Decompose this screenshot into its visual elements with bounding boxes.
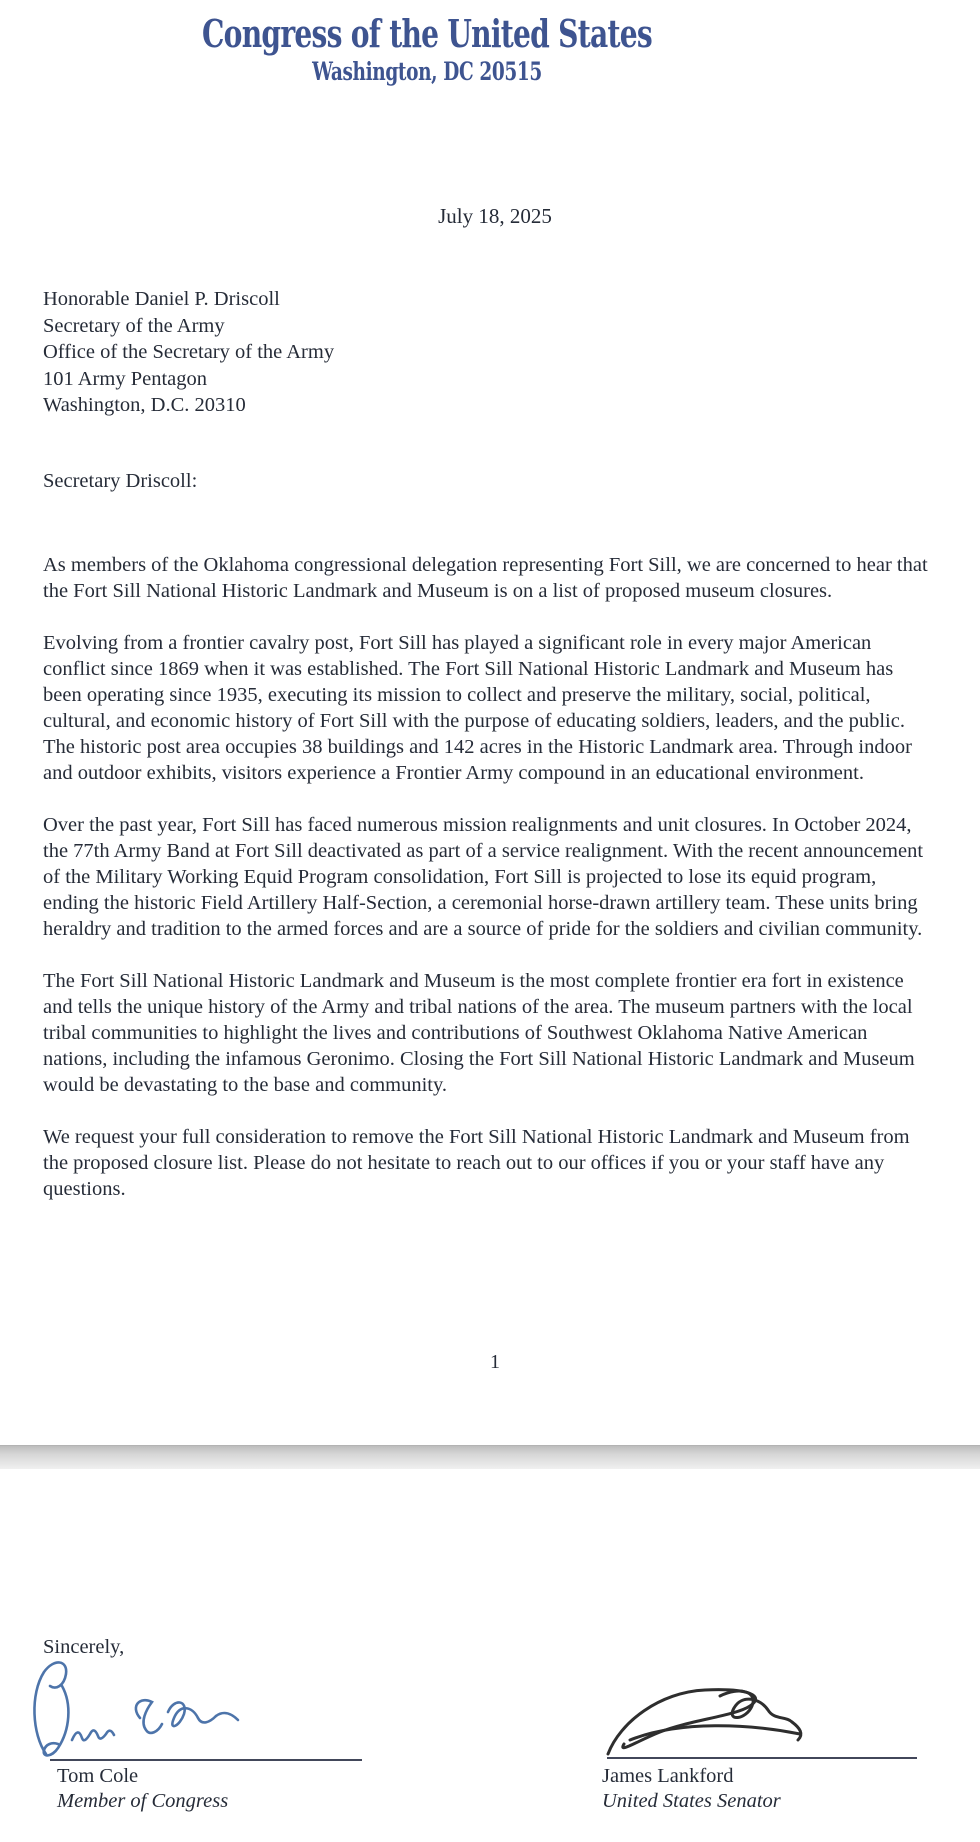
james-lankford-signature-ink xyxy=(600,1682,810,1762)
recipient-address xyxy=(43,286,334,419)
signatory-name: James Lankford xyxy=(602,1765,734,1787)
letter-date: July 18, 2025 xyxy=(438,204,552,228)
page-separator xyxy=(0,1445,980,1469)
paragraph: We request your full consideration to remove the Fort Sill National Historic Landmark and Museum from the proposed closure list. Please do not hesitate to reach out to our offices if you or your staff have any questions. xyxy=(43,1126,910,1200)
signature-line xyxy=(607,1757,917,1759)
paragraph: The Fort Sill National Historic Landmark and Museum is the most complete frontier era fort in existence and tells the unique history of the Army and tribal nations of the area. The museum partners with the local tribal communities to highlight the lives and contributions of Southwest Oklahoma Native American nations, including the infamous Geronimo. Closing the Fort Sill National Historic Landmark and Museum would be devastating to the base and community. xyxy=(43,970,915,1096)
recipient-line: Secretary of the Army xyxy=(43,314,225,337)
page-number: 1 xyxy=(490,1351,500,1373)
signature-line xyxy=(50,1759,362,1761)
letterhead-subtitle: Washington, DC 20515 xyxy=(312,57,542,86)
signatory-title: Member of Congress xyxy=(57,1790,229,1812)
signatory-name: Tom Cole xyxy=(57,1765,139,1787)
closing: Sincerely, xyxy=(43,1636,125,1658)
recipient-line: Office of the Secretary of the Army xyxy=(43,341,335,363)
paragraph: Over the past year, Fort Sill has faced numerous mission realignments and unit closures. In October 2024, the 77th Army Band at Fort Sill deactivated as part of a service realignment. With the recent announcement of the Military Working Equid Program consolidation, Fort Sill is projected to lose its equid program, ending the historic Field Artillery Half-Section, a ceremonial horse-drawn artillery team. These units bring heraldry and tradition to the armed forces and are a source of pride for the soldiers and civilian community. xyxy=(43,814,924,940)
salutation: Secretary Driscoll: xyxy=(43,470,198,492)
recipient-line: 101 Army Pentagon xyxy=(43,367,207,390)
signatory-title: United States Senator xyxy=(602,1790,781,1812)
paragraph: As members of the Oklahoma congressional delegation representing Fort Sill, we are concerned to hear that the Fort Sill National Historic Landmark and Museum is on a list of proposed museum closures. xyxy=(43,554,928,602)
letter-body xyxy=(43,552,935,1228)
tom-cole-signature-ink xyxy=(28,1656,243,1764)
letterhead-title: Congress of the United States xyxy=(202,11,652,56)
letterhead xyxy=(0,12,854,87)
recipient-line: Washington, D.C. 20310 xyxy=(43,394,246,416)
paragraph: Evolving from a frontier cavalry post, Fort Sill has played a significant role in every major American conflict since 1869 when it was established. The Fort Sill National Historic Landmark and Museum has been operating since 1935, executing its mission to collect and preserve the military, social, political, cultural, and economic history of Fort Sill with the purpose of educating soldiers, leaders, and the public. The historic post area occupies 38 buildings and 142 acres in the Historic Landmark area. Through indoor and outdoor exhibits, visitors experience a Frontier Army compound in an educational environment. xyxy=(43,632,912,784)
recipient-line: Honorable Daniel P. Driscoll xyxy=(43,288,280,310)
